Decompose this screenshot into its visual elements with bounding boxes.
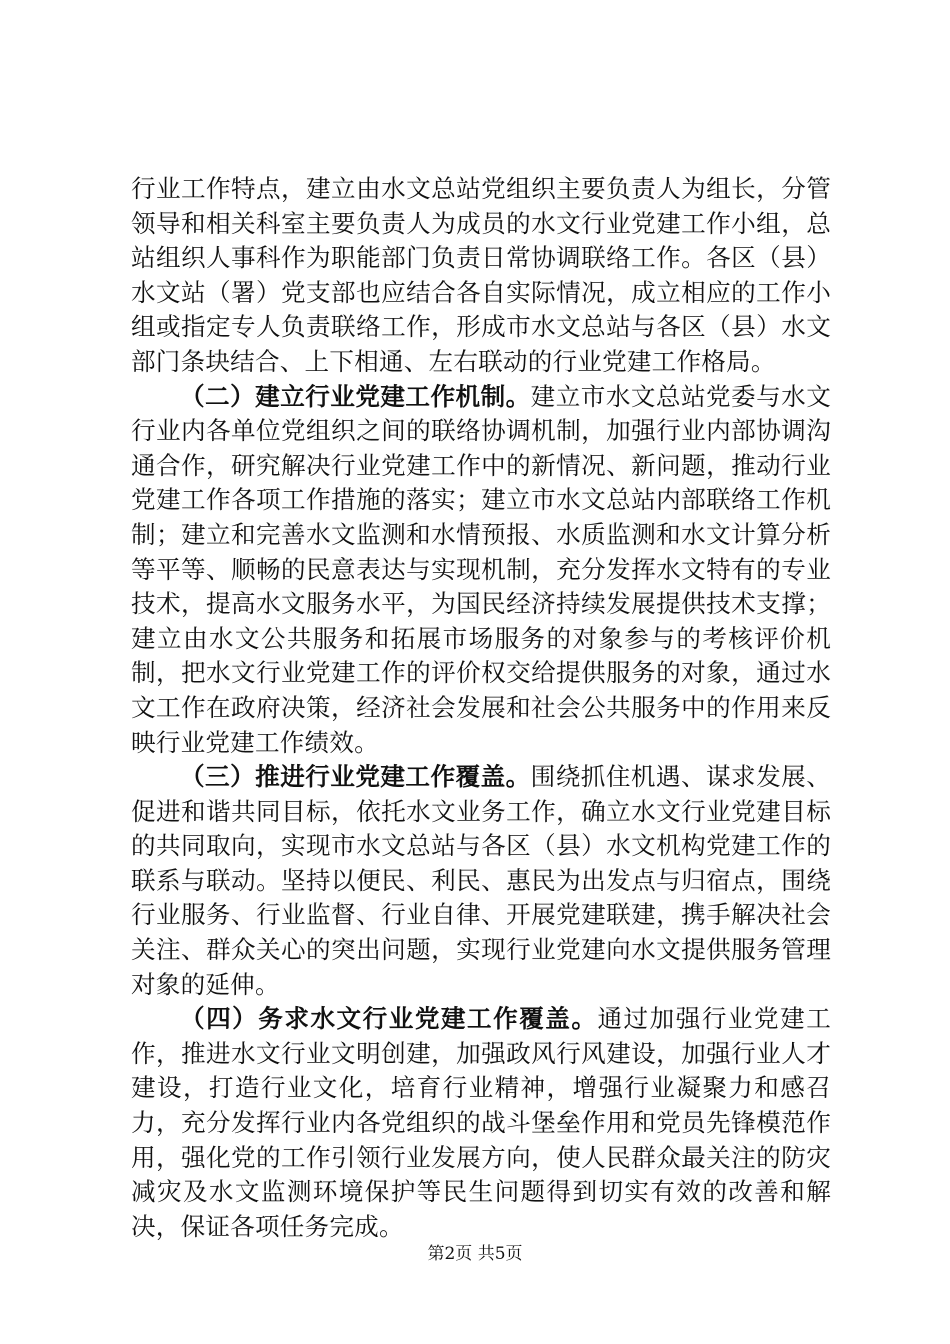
- paragraph-text: 通过加强行业党建工作，推进水文行业文明创建，加强政风行风建设，加强行业人才建设，打造行业文化，培育行业精神，增强行业凝聚力和感召力，充分发挥行业内各党组织的战斗堡垒作用和党员先锋模范作用，强化党的工作引领行业发展方向，使人民群众最关注的防灾减灾及水文监测环境保护等民生问题得到切实有效的改善和解决，保证各项任务完成。: [131, 1004, 831, 1241]
- page-number-footer: 第2页 共5页: [427, 1244, 523, 1264]
- paragraph-text: 围绕抓住机遇、谋求发展、促进和谐共同目标，依托水文业务工作，确立水文行业党建目标的共同取向，实现市水文总站与各区（县）水文机构党建工作的联系与联动。坚持以便民、利民、惠民为出发点与归宿点，围绕行业服务、行业监督、行业自律、开展党建联建，携手解决社会关注、群众关心的突出问题，实现行业党建向水文提供服务管理对象的延伸。: [131, 762, 831, 999]
- section-heading: （四）务求水文行业党建工作覆盖。: [180, 1004, 598, 1034]
- section-heading: （二）建立行业党建工作机制。: [180, 381, 531, 411]
- section-heading: （三）推进行业党建工作覆盖。: [180, 762, 531, 792]
- paragraph-text: 建立市水文总站党委与水文行业内各单位党组织之间的联络协调机制，加强行业内部协调沟通合作，研究解决行业党建工作中的新情况、新问题，推动行业党建工作各项工作措施的落实；建立市水文总站内部联络工作机制；建立和完善水文监测和水情预报、水质监测和水文计算分析等平等、顺畅的民意表达与实现机制，充分发挥水文特有的专业技术，提高水文服务水平，为国民经济持续发展提供技术支撑；建立由水文公共服务和拓展市场服务的对象参与的考核评价机制，把水文行业党建工作的评价权交给提供服务的对象，通过水文工作在政府决策，经济社会发展和社会公共服务中的作用来反映行业党建工作绩效。: [131, 381, 831, 757]
- paragraph-section-3: [131, 760, 831, 1002]
- document-body: [131, 172, 831, 1244]
- paragraph-continued: [131, 172, 831, 380]
- paragraph-section-4: [131, 1002, 831, 1244]
- paragraph-text: 行业工作特点，建立由水文总站党组织主要负责人为组长，分管领导和相关科室主要负责人为成员的水文行业党建工作小组，总站组织人事科作为职能部门负责日常协调联络工作。各区（县）水文站（署）党支部也应结合各自实际情况，成立相应的工作小组或指定专人负责联络工作，形成市水文总站与各区（县）水文部门条块结合、上下相通、左右联动的行业党建工作格局。: [131, 174, 831, 376]
- paragraph-section-2: [131, 380, 831, 761]
